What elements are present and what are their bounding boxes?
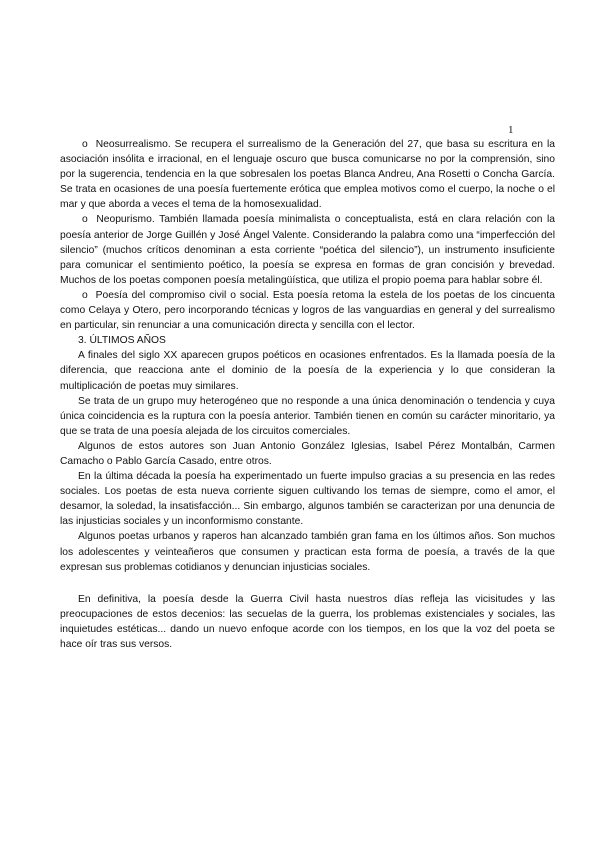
page-number: 1	[508, 124, 514, 136]
bullet-text: Neopurismo. También llamada poesía minimalista o conceptualista, está en clara relación con la poesía anterior de Jorge Guillén y José Ángel Valente. Considerando la palabra como una “imperfección del silencio” (muchos críticos denominan a esta corriente “poética del silencio”), un instrumento insuficiente para comunicar el sentimiento poético, la poesía se expresa en formas de gran concisión y brevedad. Muchos de los poetas componen poesía metalingüística, que utiliza el propio poema para hablar sobre él.	[60, 214, 555, 286]
bullet-neopurismo	[60, 212, 555, 287]
bullet-neosurrealismo	[60, 137, 555, 212]
paragraph: En la última década la poesía ha experimentado un fuerte impulso gracias a su presencia en las redes sociales. Los poetas de esta nueva corriente siguen cultivando los temas de siempre, como el amor, el desamor, la soledad, la insatisfacción... Sin embargo, algunos también se caracterizan por una denuncia de las injusticias sociales y un inconformismo constante.	[60, 471, 555, 528]
paragraph: Algunos de estos autores son Juan Antonio González Iglesias, Isabel Pérez Montalbán, Carmen Camacho o Pablo García Casado, entre otros.	[60, 440, 555, 467]
bullet-marker: o	[82, 214, 88, 226]
paragraph: Algunos poetas urbanos y raperos han alcanzado también gran fama en los últimos años. Son muchos los adolescentes y veinteañeros que consumen y practican esta forma de poesía, a través de la que expresan sus problemas cotidianos y denuncian injusticias sociales.	[60, 531, 555, 573]
bullet-marker: o	[82, 289, 88, 301]
paragraph: A finales del siglo XX aparecen grupos poéticos en ocasiones enfrentados. Es la llamada poesía de la diferencia, que reacciona ante el dominio de la poesía de la experiencia y lo que consideran la multiplicación de poetas muy similares.	[60, 350, 555, 392]
conclusion-paragraph: En definitiva, la poesía desde la Guerra Civil hasta nuestros días refleja las vicisitudes y las preocupaciones de estos decenios: las secuelas de la guerra, los problemas existenciales y sociales, las inquietudes estéticas... dando un nuevo enfoque acorde con los tiempos, en los que la voz del poeta se hace oír tras sus versos.	[60, 593, 555, 650]
paragraph: Se trata de un grupo muy heterogéneo que no responde a una única denominación o tendencia y cuya única coincidencia es la ruptura con la poesía anterior. También tienen en común su carácter minoritario, ya que se trata de una poesía alejada de los circuitos comerciales.	[60, 395, 555, 437]
document-body	[60, 137, 555, 652]
bullet-compromiso	[60, 288, 555, 333]
section-heading: 3. ÚLTIMOS AÑOS	[78, 335, 166, 347]
bullet-marker: o	[82, 139, 88, 150]
spacer	[60, 575, 555, 592]
bullet-text: Poesía del compromiso civil o social. Esta poesía retoma la estela de los poetas de los cincuenta como Celaya y Otero, pero incorporando técnicas y logros de las vanguardias en general y del surrealismo en particular, sin renunciar a una comunicación directa y sencilla con el lector.	[60, 289, 555, 332]
bullet-text: Neosurrealismo. Se recupera el surrealismo de la Generación del 27, que basa su escritura en la asociación insólita e irracional, en el lenguaje oscuro que busca comunicarse no por la comprensión, sino por la sugerencia, tendencia en la que sobresalen los poetas Blanca Andreu, Ana Rosetti o Concha García. Se trata en ocasiones de una poesía fuertemente erótica que emplea motivos como el cuerpo, la noche o el mar y que aborda a veces el tema de la homosexualidad.	[60, 139, 555, 211]
